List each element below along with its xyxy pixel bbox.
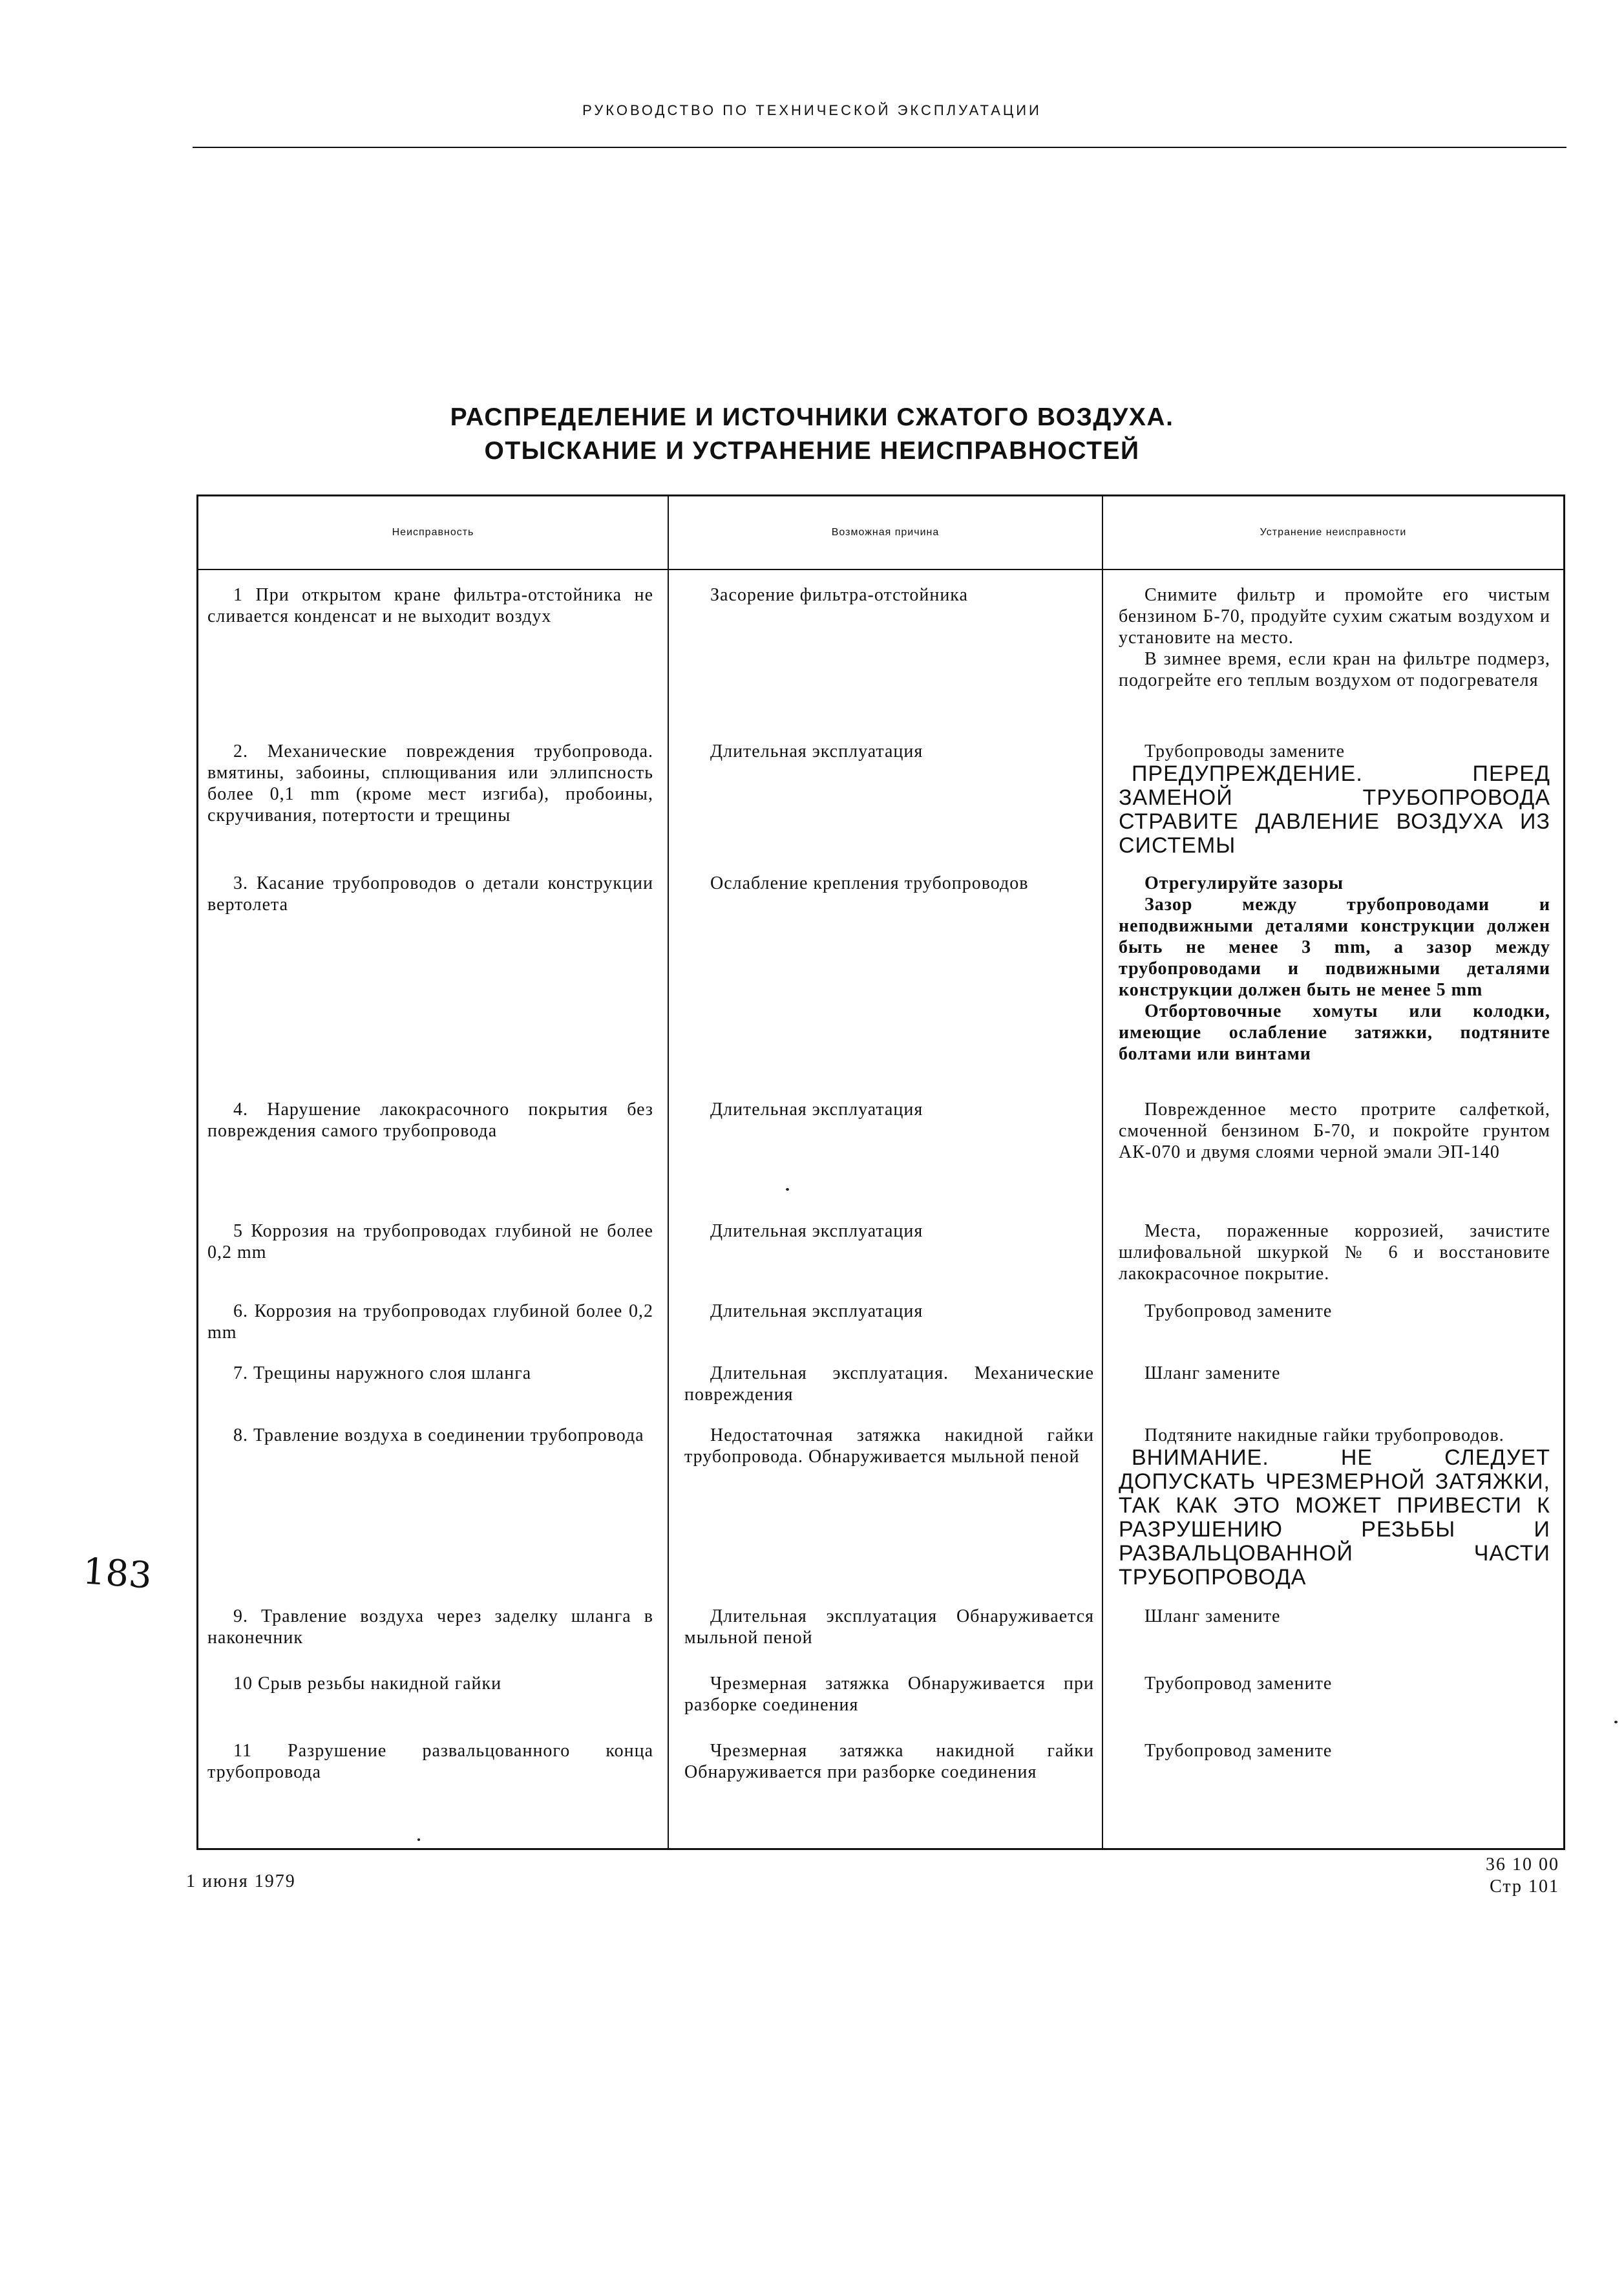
footer-date: 1 июня 1979 <box>186 1871 296 1891</box>
remedy-1 <box>1119 584 1550 691</box>
fault-1: 1 При открытом кране фильтра-отстойника не сливается конденсат и не выходит воздух <box>207 585 653 626</box>
fault-9: 9. Травление воздуха через заделку шланга в наконечник <box>207 1606 653 1648</box>
running-head: РУКОВОДСТВО ПО ТЕХНИЧЕСКОЙ ЭКСПЛУАТАЦИИ <box>582 102 1042 118</box>
page-title <box>0 401 1624 468</box>
cause-10: Чрезмерная затяжка Обнаруживается при разборке соединения <box>684 1674 1094 1715</box>
column-divider <box>668 496 669 1848</box>
scan-speck <box>1614 1721 1618 1723</box>
cause-3: Ослабление крепления трубопроводов <box>710 873 1029 893</box>
remedy-2 <box>1119 741 1550 858</box>
scan-speck <box>786 1188 789 1191</box>
remedy-6: Трубопровод замените <box>1144 1301 1333 1321</box>
fault-4: 4. Нарушение лакокрасочного покрытия без повреждения самого трубопровода <box>207 1100 653 1141</box>
cause-6: Длительная эксплуатация <box>710 1301 923 1321</box>
remedy-8-text: Подтяните накидные гайки трубопроводов. <box>1144 1425 1504 1445</box>
remedy-7: Шланг замените <box>1144 1363 1281 1383</box>
fault-8: 8. Травление воздуха в соединении трубопровода <box>233 1425 644 1445</box>
fault-6: 6. Коррозия на трубопроводах глубиной более 0,2 mm <box>207 1301 653 1343</box>
remedy-8 <box>1119 1425 1550 1590</box>
cause-5: Длительная эксплуатация <box>710 1221 923 1241</box>
header-rule <box>193 147 1566 148</box>
cause-8: Недостаточная затяжка накидной гайки трубопровода. Обнаруживается мыльной пеной <box>684 1425 1094 1467</box>
remedy-10: Трубопровод замените <box>1144 1674 1333 1694</box>
cause-2: Длительная эксплуатация <box>710 741 923 761</box>
header-fault: Неисправность <box>392 527 474 538</box>
remedy-3-head: Отрегулируйте зазоры <box>1144 873 1344 893</box>
remedy-1-note: В зимнее время, если кран на фильтре подмерз, подогрейте его теплым воздухом от подогревателя <box>1119 649 1550 690</box>
column-divider <box>1102 496 1103 1848</box>
remedy-5: Места, пораженные коррозией, зачистите шлифовальной шкуркой № 6 и восстановите лакокрасочное покрытие. <box>1119 1221 1550 1284</box>
remedy-3-text: Зазор между трубопроводами и неподвижными деталями конструкции должен быть не менее 3 mm, а зазор между трубопроводами и подвижными деталями конструкции должен быть не менее 5 mm <box>1119 895 1550 1000</box>
fault-5: 5 Коррозия на трубопроводах глубиной не более 0,2 mm <box>207 1221 653 1262</box>
remedy-9: Шланг замените <box>1144 1606 1281 1626</box>
remedy-4: Поврежденное место протрите салфеткой, смоченной бензином Б-70, и покройте грунтом АК-070 и двумя слоями черной эмали ЭП-140 <box>1119 1100 1550 1162</box>
remedy-11: Трубопровод замените <box>1144 1741 1333 1761</box>
fault-11: 11 Разрушение развальцованного конца трубопровода <box>207 1741 653 1782</box>
troubleshooting-table <box>196 495 1565 1850</box>
cause-11: Чрезмерная затяжка накидной гайки Обнаруживается при разборке соединения <box>684 1741 1094 1782</box>
remedy-3-note: Отбортовочные хомуты или колодки, имеющие ослабление затяжки, подтяните болтами или винтами <box>1119 1001 1550 1064</box>
fault-3: 3. Касание трубопроводов о детали конструкции вертолета <box>207 873 653 915</box>
title-line-2: ОТЫСКАНИЕ И УСТРАНЕНИЕ НЕИСПРАВНОСТЕЙ <box>484 437 1140 465</box>
header-remedy: Устранение неисправности <box>1260 527 1407 538</box>
title-line-1: РАСПРЕДЕЛЕНИЕ И ИСТОЧНИКИ СЖАТОГО ВОЗДУХА. <box>450 403 1174 431</box>
remedy-2-text: Трубопроводы замените <box>1144 741 1345 761</box>
cause-7: Длительная эксплуатация. Механические повреждения <box>684 1363 1094 1405</box>
footer-page-info <box>1486 1854 1559 1898</box>
remedy-2-warning: ПРЕДУПРЕЖДЕНИЕ. ПЕРЕД ЗАМЕНОЙ ТРУБОПРОВОДА СТРАВИТЕ ДАВЛЕНИЕ ВОЗДУХА ИЗ СИСТЕМЫ <box>1119 761 1550 858</box>
page-number: Стр 101 <box>1490 1877 1559 1897</box>
remedy-8-warning: ВНИМАНИЕ. НЕ СЛЕДУЕТ ДОПУСКАТЬ ЧРЕЗМЕРНОЙ ЗАТЯЖКИ, ТАК КАК ЭТО МОЖЕТ ПРИВЕСТИ К РАЗРУШЕНИЮ РЕЗЬБЫ И РАЗВАЛЬЦОВАННОЙ ЧАСТИ ТРУБОПРОВОДА <box>1119 1445 1550 1590</box>
fault-7: 7. Трещины наружного слоя шланга <box>233 1363 532 1383</box>
cause-4: Длительная эксплуатация <box>710 1100 923 1120</box>
scan-speck <box>417 1838 420 1841</box>
header-divider <box>198 569 1563 570</box>
header-cause: Возможная причина <box>831 527 940 538</box>
remedy-3 <box>1119 873 1550 1065</box>
remedy-1-text: Снимите фильтр и промойте его чистым бензином Б-70, продуйте сухим сжатым воздухом и установите на место. <box>1119 585 1550 648</box>
handwritten-margin-note: 183 <box>81 1550 154 1597</box>
cause-9: Длительная эксплуатация Обнаруживается мыльной пеной <box>684 1606 1094 1648</box>
section-code: 36 10 00 <box>1486 1855 1559 1875</box>
cause-1: Засорение фильтра-отстойника <box>710 585 968 605</box>
fault-2: 2. Механические повреждения трубопровода. вмятины, забоины, сплющивания или эллипсность более 0,1 mm (кроме мест изгиба), пробоины, скручивания, потертости и трещины <box>207 741 653 825</box>
fault-10: 10 Срыв резьбы накидной гайки <box>233 1674 502 1694</box>
